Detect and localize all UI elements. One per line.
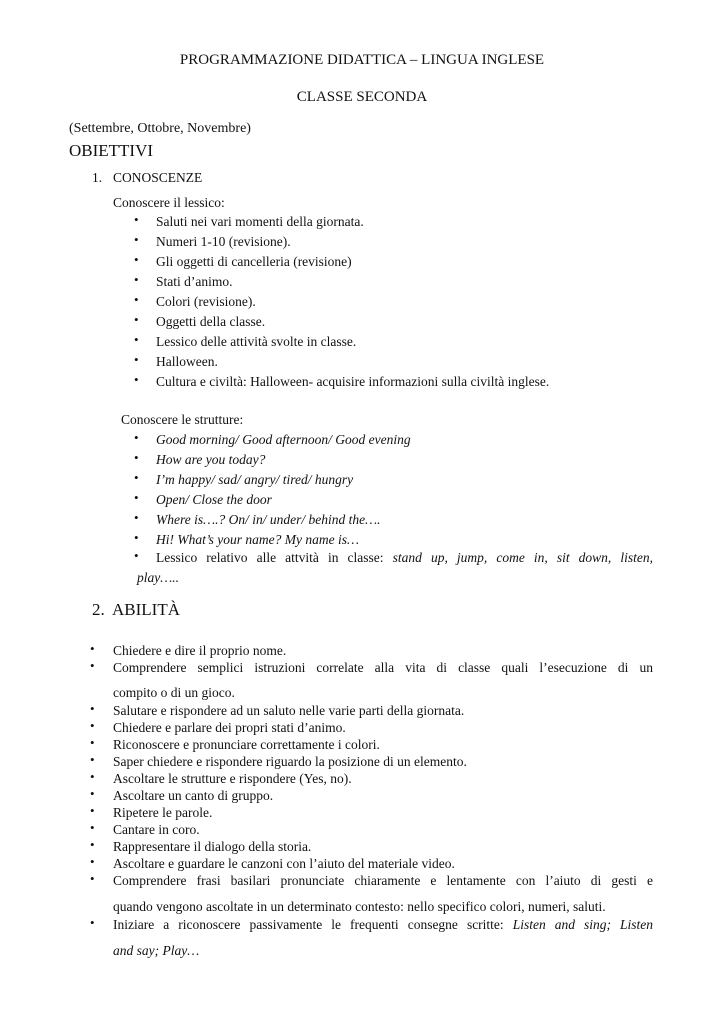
section1-heading: CONOSCENZE xyxy=(113,170,203,185)
lexicon-item: Gli oggetti di cancelleria (revisione) xyxy=(156,254,352,269)
section2-heading: ABILITÀ xyxy=(112,600,180,619)
structure-item: Open/ Close the door xyxy=(156,492,272,507)
skill-item: Rappresentare il dialogo della storia. xyxy=(113,839,312,854)
bullet-icon: • xyxy=(90,658,95,673)
bullet-icon: • xyxy=(90,871,95,886)
bullet-icon: • xyxy=(90,701,95,716)
structure-continuation: play….. xyxy=(137,570,179,585)
bullet-icon: • xyxy=(90,803,95,818)
skill-item: Comprendere semplici istruzioni correlate alla vita di classe quali l’esecuzione di un xyxy=(113,660,653,675)
bullet-icon: • xyxy=(134,232,139,247)
skill-item xyxy=(113,916,653,933)
skill-item-continuation: and say; Play… xyxy=(113,943,200,958)
skill-item: Saper chiedere e rispondere riguardo la posizione di un elemento. xyxy=(113,754,467,769)
lexicon-item: Colori (revisione). xyxy=(156,294,256,309)
lexicon-item: Stati d’animo. xyxy=(156,274,233,289)
bullet-icon: • xyxy=(134,252,139,267)
lexicon-intro: Conoscere il lessico: xyxy=(113,195,225,210)
bullet-icon: • xyxy=(134,372,139,387)
bullet-icon: • xyxy=(90,641,95,656)
structure-item: Where is….? On/ in/ under/ behind the…. xyxy=(156,512,381,527)
bullet-icon: • xyxy=(134,510,139,525)
bullet-icon: • xyxy=(134,212,139,227)
structure-item: How are you today? xyxy=(156,452,266,467)
bullet-icon: • xyxy=(90,718,95,733)
lexicon-item: Cultura e civiltà: Halloween- acquisire informazioni sulla civiltà inglese. xyxy=(156,374,550,389)
structure-prefix: Lessico relativo alle attvità in classe: xyxy=(156,550,384,565)
bullet-icon: • xyxy=(134,332,139,347)
period-text: (Settembre, Ottobre, Novembre) xyxy=(69,121,251,136)
skill-item: Cantare in coro. xyxy=(113,822,200,837)
structure-item: Hi! What’s your name? My name is… xyxy=(156,532,359,547)
lexicon-item: Oggetti della classe. xyxy=(156,314,266,329)
lexicon-item: Halloween. xyxy=(156,354,218,369)
bullet-icon: • xyxy=(134,312,139,327)
skill-item-continuation: compito o di un gioco. xyxy=(113,685,235,700)
document-title: PROGRAMMAZIONE DIDATTICA – LINGUA INGLESE xyxy=(179,52,545,68)
bullet-icon: • xyxy=(134,548,139,563)
skill-item: Chiedere e parlare dei propri stati d’animo. xyxy=(113,720,346,735)
structure-italic: stand up, jump, come in, sit down, listen, xyxy=(392,550,654,565)
bullet-icon: • xyxy=(134,430,139,445)
lexicon-item: Numeri 1-10 (revisione). xyxy=(156,234,291,249)
skill-item: Ascoltare un canto di gruppo. xyxy=(113,788,274,803)
bullet-icon: • xyxy=(90,786,95,801)
skill-item: Ripetere le parole. xyxy=(113,805,213,820)
bullet-icon: • xyxy=(134,470,139,485)
bullet-icon: • xyxy=(134,292,139,307)
bullet-icon: • xyxy=(134,450,139,465)
structures-intro: Conoscere le strutture: xyxy=(121,412,244,427)
bullet-icon: • xyxy=(90,854,95,869)
structure-item: Good morning/ Good afternoon/ Good evening xyxy=(156,432,411,447)
skill-prefix: Iniziare a riconoscere passivamente le frequenti consegne scritte: xyxy=(113,917,504,932)
bullet-icon: • xyxy=(134,530,139,545)
skill-italic: Listen and sing; Listen xyxy=(512,917,654,932)
skill-item: Comprendere frasi basilari pronunciate chiaramente e lentamente con l’aiuto di gesti e xyxy=(113,873,653,888)
bullet-icon: • xyxy=(90,837,95,852)
section1-number: 1. xyxy=(92,170,103,185)
structure-item-last xyxy=(156,549,653,566)
lexicon-item: Saluti nei vari momenti della giornata. xyxy=(156,214,364,229)
bullet-icon: • xyxy=(90,915,95,930)
bullet-icon: • xyxy=(90,769,95,784)
structure-item: I’m happy/ sad/ angry/ tired/ hungry xyxy=(156,472,354,487)
skill-item: Ascoltare le strutture e rispondere (Yes, no). xyxy=(113,771,352,786)
bullet-icon: • xyxy=(90,735,95,750)
bullet-icon: • xyxy=(134,490,139,505)
bullet-icon: • xyxy=(134,272,139,287)
class-subtitle: CLASSE SECONDA xyxy=(296,89,428,105)
bullet-icon: • xyxy=(134,352,139,367)
bullet-icon: • xyxy=(90,752,95,767)
skill-item: Riconoscere e pronunciare correttamente i colori. xyxy=(113,737,380,752)
skill-item-continuation: quando vengono ascoltate in un determinato contesto: nello specifico colori, numeri, saluti. xyxy=(113,899,606,914)
lexicon-item: Lessico delle attività svolte in classe. xyxy=(156,334,357,349)
objectives-heading: OBIETTIVI xyxy=(69,141,154,160)
skill-item: Salutare e rispondere ad un saluto nelle varie parti della giornata. xyxy=(113,703,465,718)
section2-number: 2. xyxy=(92,600,105,619)
skill-item: Chiedere e dire il proprio nome. xyxy=(113,643,287,658)
bullet-icon: • xyxy=(90,820,95,835)
skill-item: Ascoltare e guardare le canzoni con l’aiuto del materiale video. xyxy=(113,856,455,871)
